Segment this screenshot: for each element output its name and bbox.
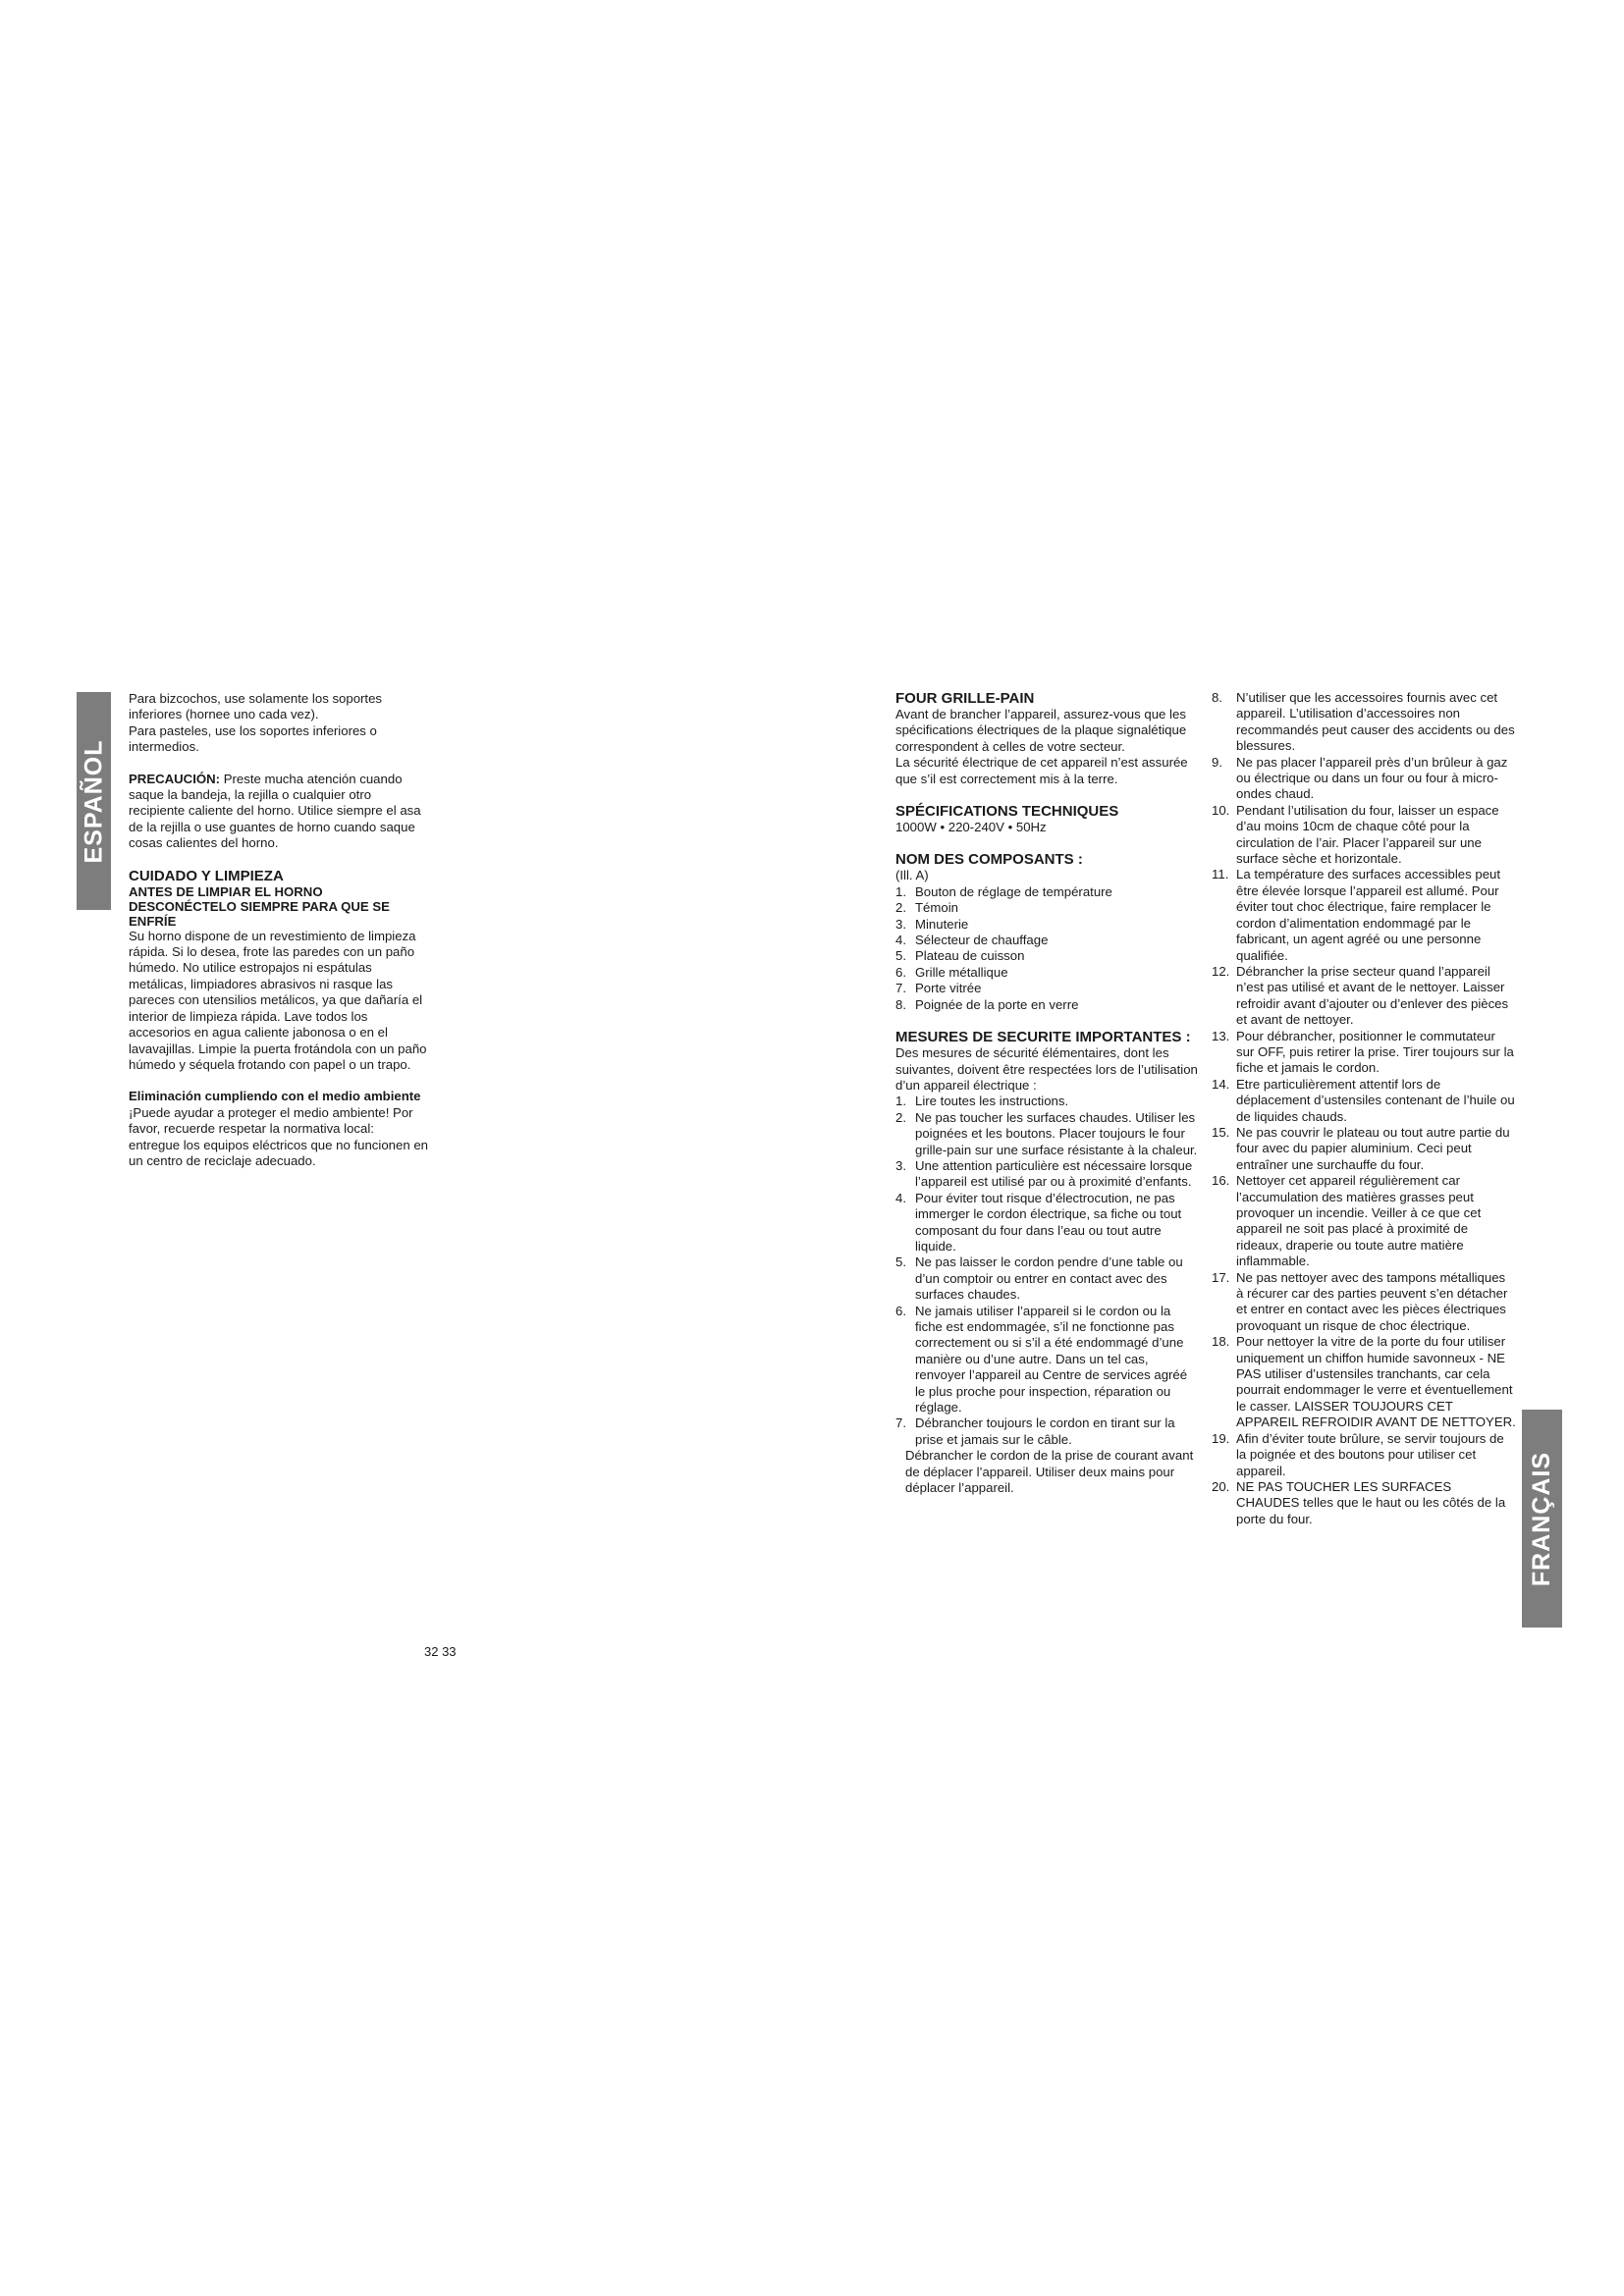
language-tab-label: FRANÇAIS xyxy=(1528,1451,1556,1586)
caution-paragraph xyxy=(129,772,428,852)
list-item: 18. Pour nettoyer la vitre de la porte du four utiliser uniquement un chiffon humide savonneux - NE PAS utiliser d’ustensiles tranchants, car cela pourrait endommager le verre et éventuellement le casser. LAISSER TOUJOURS CET APPAREIL REFROIDIR AVANT DE NETTOYER. xyxy=(1212,1334,1516,1430)
environment-paragraph: ¡Puede ayudar a proteger el medio ambiente! Por favor, recuerde respetar la normativa local: entregue los equipos eléctricos que no funcionen en un centro de reciclaje adecuado. xyxy=(129,1104,428,1168)
list-item: 4. Pour éviter tout risque d’électrocution, ne pas immerger le cordon électrique, sa fiche ou tout composant du four dans l’eau ou tout autre liquide. xyxy=(895,1190,1182,1254)
list-item: 3. Minuterie xyxy=(895,916,969,932)
section-title: NOM DES COMPOSANTS : xyxy=(895,851,1083,869)
spanish-column xyxy=(129,691,428,1169)
list-item: 13. Pour débrancher, positionner le commutateur sur OFF, puis retirer la prise. Tirer toujours sur la fiche et jamais le cordon. xyxy=(1212,1028,1514,1076)
list-item: 17. Ne pas nettoyer avec des tampons métalliques à récurer car des parties peuvent s’en détacher et entrer en contact avec les pièces électriques provoquant un risque de choc électrique. xyxy=(1212,1269,1508,1333)
spec-text: 1000W • 220-240V • 50Hz xyxy=(895,820,1047,835)
list-item: 14. Etre particulièrement attentif lors de déplacement d’ustensiles contenant de l’huile ou de liquides chauds. xyxy=(1212,1076,1515,1124)
intro-paragraph: La sécurité électrique de cet appareil n’est assurée que s’il est correctement mis à la terre. xyxy=(895,755,1188,786)
list-item: 6. Grille métallique xyxy=(895,964,1008,980)
list-item: 4. Sélecteur de chauffage xyxy=(895,933,1049,948)
list-item: 19. Afin d’éviter toute brûlure, se servir toujours de la poignée et des boutons pour utiliser cet appareil. xyxy=(1212,1430,1504,1478)
list-item: 8. N’utiliser que les accessoires fournis avec cet appareil. L’utilisation d’accessoires non recommandés peut causer des accidents ou des blessures. xyxy=(1212,690,1515,754)
list-item: 10. Pendant l’utilisation du four, laisser un espace d’au moins 10cm de chaque côté pour la circulation de l’air. Placer l’appareil sur une surface sèche et horizontale. xyxy=(1212,802,1499,867)
list-item: 8. Poignée de la porte en verre xyxy=(895,996,1079,1012)
safety-list xyxy=(895,1094,1200,1448)
intro-paragraph: Avant de brancher l’appareil, assurez-vous que les spécifications électriques de la plaque signalétique correspondent à celles de votre secteur. xyxy=(895,707,1187,754)
language-tab-francais xyxy=(1522,1410,1562,1628)
list-item: 2. Ne pas toucher les surfaces chaudes. Utiliser les poignées et les boutons. Placer toujours le four grille-pain sur une surface résistante à la chaleur. xyxy=(895,1109,1198,1157)
parts-list xyxy=(895,884,1200,1013)
list-item: 6. Ne jamais utiliser l’appareil si le cordon ou la fiche est endommagée, s’il ne fonctionne pas correctement ou si s’il a été endommagé d’une manière ou d’une autre. Dans un tel cas, renvoyer l’appareil au Centre de services agréé le plus proche pour inspection, réparation ou réglage. xyxy=(895,1303,1188,1415)
list-item: 7. Débrancher toujours le cordon en tirant sur la prise et jamais sur le câble. xyxy=(895,1415,1175,1447)
language-tab-label: ESPAÑOL xyxy=(80,739,107,863)
section-title: CUIDADO Y LIMPIEZA xyxy=(129,867,284,884)
french-column-1 xyxy=(895,690,1200,1496)
unplug-paragraph: Débrancher le cordon de la prise de courant avant de déplacer l’appareil. Utiliser deux mains pour déplacer l’appareil. xyxy=(905,1448,1194,1496)
list-item: 20. NE PAS TOUCHER LES SURFACES CHAUDES telles que le haut ou les côtés de la porte du four. xyxy=(1212,1478,1506,1526)
section-title: MESURES DE SECURITE IMPORTANTES : xyxy=(895,1029,1191,1046)
list-item: 15. Ne pas couvrir le plateau ou tout autre partie du four avec du papier aluminium. Ceci peut entraîner une surchauffe du four. xyxy=(1212,1124,1510,1172)
list-item: 1. Lire toutes les instructions. xyxy=(895,1094,1069,1109)
list-item: 11. La température des surfaces accessibles peut être élevée lorsque l’appareil est allumé. Pour éviter tout choc électrique, faire remplacer le cordon d’alimentation endommagé par le fabricant, un agent agréé ou une personne qualifiée. xyxy=(1212,867,1501,963)
intro-paragraph: Para pasteles, use los soportes inferiores o intermedios. xyxy=(129,722,377,755)
list-item: 16. Nettoyer cet appareil régulièrement car l’accumulation des matières grasses peut provoquer un incendie. Veiller à ce que cet appareil ne soit pas placé à proximité de rideaux, draperie ou toute autre matière inflammable. xyxy=(1212,1173,1482,1269)
caution-label: PRECAUCIÓN: xyxy=(129,771,221,786)
list-item: 9. Ne pas placer l’appareil près d’un brûleur à gaz ou électrique ou dans un four ou four à micro-ondes chaud. xyxy=(1212,754,1508,802)
section-title: SPÉCIFICATIONS TECHNIQUES xyxy=(895,803,1119,821)
list-item: 7. Porte vitrée xyxy=(895,981,982,996)
section-title: FOUR GRILLE-PAIN xyxy=(895,690,1035,707)
parts-reference: (Ill. A) xyxy=(895,868,929,883)
list-item: 1. Bouton de réglage de température xyxy=(895,883,1112,899)
list-item: 5. Ne pas laisser le cordon pendre d’une table ou d’un comptoir ou entrer en contact avec des surfaces chaudes. xyxy=(895,1255,1183,1303)
page-numbers: 32 33 xyxy=(424,1644,457,1659)
list-item: 2. Témoin xyxy=(895,900,958,916)
french-column-2 xyxy=(1212,690,1516,1527)
care-paragraph: Su horno dispone de un revestimiento de limpieza rápida. Si lo desea, frote las paredes con un paño húmedo. No utilice estropajos ni espátulas metálicas, limpiadores abrasivos ni rasque las pareces con utensilios metálicos, ya que dañaría el interior de limpieza rápida. Lave todos los accesorios en agua caliente jabonosa o en el lavavajillas. Limpie la puerta frotándola con un paño húmedo y séquela frotando con papel o un trapo. xyxy=(129,928,427,1072)
safety-intro: Des mesures de sécurité élémentaires, dont les suivantes, doivent être respectées lors de l’utilisation d’un appareil électrique : xyxy=(895,1045,1198,1093)
list-item: 12. Débrancher la prise secteur quand l’appareil n’est pas utilisé et avant de le nettoyer. Laisser refroidir avant d’ajouter ou d’enlever des pièces et avant de nettoyer. xyxy=(1212,963,1509,1028)
safety-list-continued xyxy=(1212,690,1516,1527)
section-subtitle: Eliminación cumpliendo con el medio ambiente xyxy=(129,1089,421,1104)
caution-text: Preste mucha atención cuando saque la bandeja, la rejilla o cualquier otro recipiente caliente del horno. Utilice siempre el asa de la rejilla o use guantes de horno cuando saque cosas calientes del horno. xyxy=(129,771,421,851)
list-item: 3. Une attention particulière est nécessaire lorsque l’appareil est utilisé par ou à proximité d’enfants. xyxy=(895,1157,1193,1190)
intro-paragraph: Para bizcochos, use solamente los soportes inferiores (hornee uno cada vez). xyxy=(129,691,383,722)
list-item: 5. Plateau de cuisson xyxy=(895,948,1025,964)
language-tab-espanol xyxy=(77,692,111,910)
section-subtitle: ANTES DE LIMPIAR EL HORNO DESCONÉCTELO SIEMPRE PARA QUE SE ENFRÍE xyxy=(129,883,390,929)
